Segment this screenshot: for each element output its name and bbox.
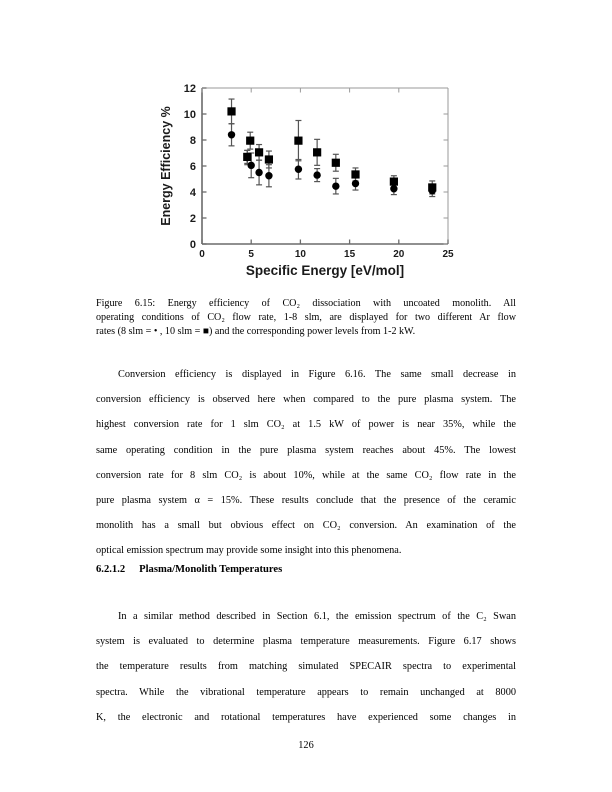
scatter-chart — [156, 66, 456, 288]
text-line: In a similar method described in Section 6.1, the emission spectrum of the C₂ Swan — [118, 611, 516, 622]
text-line: conversion rate for 8 slm CO₂ is about 10%, while at the same CO₂ flow rate in the — [96, 469, 516, 481]
text-line: the temperature results from matching simulated SPECAIR spectra to experimental — [96, 661, 516, 673]
text-line: K, the electronic and rotational temperatures have experienced some changes in — [96, 711, 516, 723]
svg-text:25: 25 — [442, 249, 454, 260]
page-number: 126 — [298, 740, 314, 751]
svg-text:10: 10 — [183, 109, 196, 121]
svg-text:12: 12 — [183, 83, 196, 95]
figure-image — [96, 66, 516, 288]
svg-text:4: 4 — [189, 187, 196, 199]
text-line: same operating condition in the pure plasma system reaches about 45%. The lowest — [96, 444, 516, 456]
caption-line: Figure 6.15: Energy efficiency of CO₂ dissociation with uncoated monolith. All — [96, 298, 516, 309]
svg-text:15: 15 — [344, 249, 356, 260]
svg-text:Specific Energy [eV/mol]: Specific Energy [eV/mol] — [245, 263, 405, 278]
section-number: 6.2.1.2 — [96, 564, 126, 575]
svg-text:5: 5 — [248, 249, 254, 260]
text-line: conversion efficiency is observed here when compared to the pure plasma system. The — [96, 394, 516, 406]
figure-caption — [96, 297, 516, 339]
paragraph-conversion-efficiency — [96, 362, 516, 564]
text-line: system is evaluated to determine plasma temperature measurements. Figure 6.17 shows — [96, 636, 516, 648]
text-line: optical emission spectrum may provide some insight into this phenomena. — [96, 545, 402, 557]
figure-6-15 — [96, 66, 516, 288]
svg-text:10: 10 — [294, 249, 306, 260]
text-line: Conversion efficiency is displayed in Figure 6.16. The same small decrease in — [118, 369, 516, 380]
section-title: Plasma/Monolith Temperatures — [139, 564, 283, 575]
paragraph-plasma-temperatures — [96, 604, 516, 730]
svg-text:8: 8 — [189, 135, 196, 147]
svg-text:0: 0 — [189, 239, 196, 251]
svg-text:20: 20 — [393, 249, 405, 260]
svg-text:2: 2 — [189, 213, 196, 225]
caption-line: operating conditions of CO₂ flow rate, 1-8 slm, are displayed for two different Ar flow — [96, 312, 516, 324]
text-line: monolith has a small but obvious effect on CO₂ conversion. An examination of the — [96, 520, 516, 532]
caption-line: rates (8 slm = • , 10 slm = ■) and the corresponding power levels from 1-2 kW. — [96, 326, 416, 338]
svg-text:Energy Efficiency %: Energy Efficiency % — [159, 106, 173, 226]
text-line: pure plasma system α = 15%. These results conclude that the presence of the ceramic — [96, 494, 516, 506]
text-line: highest conversion rate for 1 slm CO₂ at 1.5 kW of power is near 35%, while the — [96, 419, 516, 431]
text-line: spectra. While the vibrational temperature appears to remain unchanged at 8000 — [96, 686, 516, 698]
svg-text:6: 6 — [189, 161, 196, 173]
section-heading — [96, 564, 516, 575]
svg-text:0: 0 — [199, 249, 205, 260]
